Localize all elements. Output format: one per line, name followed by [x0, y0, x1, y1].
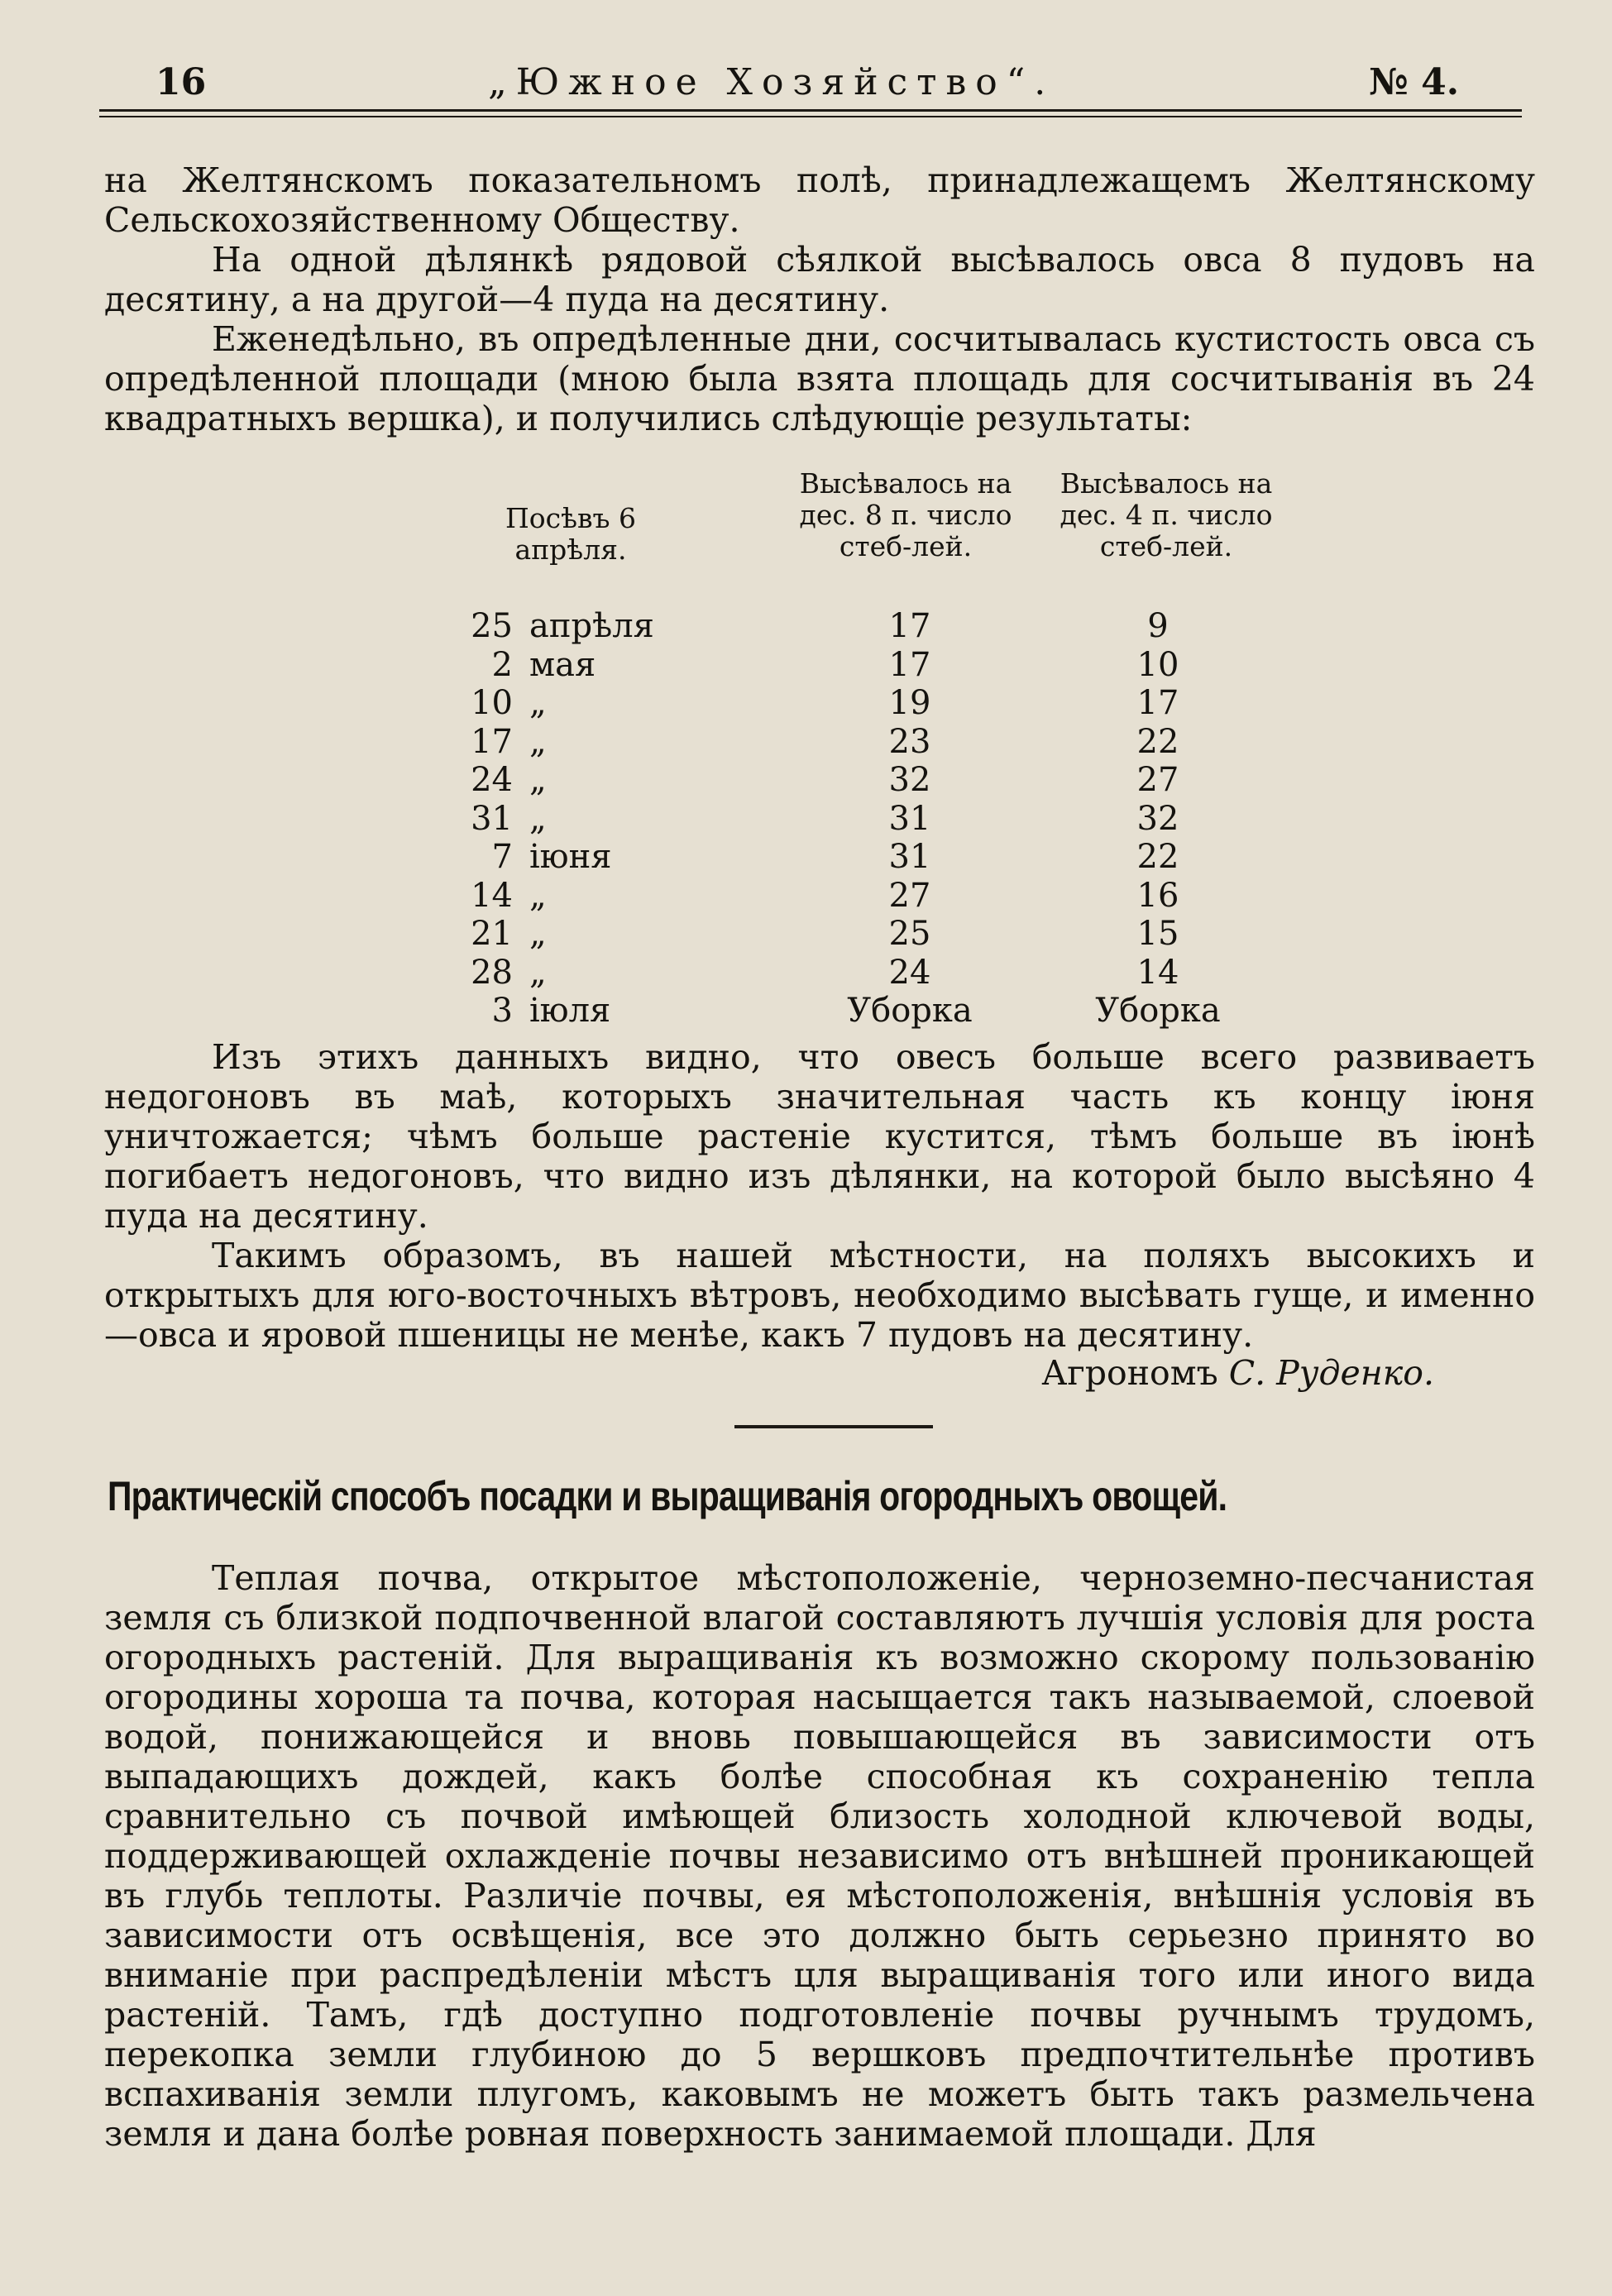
table-cell-day: 14 — [471, 876, 513, 915]
article-title: Практическій способъ посадки и выращиванія огородныхъ овощей. — [108, 1473, 1227, 1519]
table-row — [0, 992, 1612, 1030]
table-cell-4-pud: 14 — [1136, 953, 1179, 992]
table-cell-4-pud: 22 — [1136, 838, 1179, 876]
table-cell-8-pud: 27 — [888, 876, 931, 915]
table-cell-4-pud: 10 — [1136, 645, 1179, 684]
table-cell-month: „ — [529, 915, 547, 953]
table-row — [0, 915, 1612, 953]
table-row — [0, 607, 1612, 645]
table-cell-8-pud: 23 — [888, 722, 931, 761]
table-row — [0, 723, 1612, 761]
table-cell-4-pud: 27 — [1136, 761, 1179, 799]
table-cell-day: 25 — [471, 607, 513, 645]
table-cell-8-pud: 25 — [888, 915, 931, 953]
issue-number: № 4. — [1369, 61, 1460, 103]
table-cell-month: іюня — [529, 838, 612, 876]
table-cell-8-pud: 17 — [888, 607, 931, 645]
table-row — [0, 954, 1612, 992]
author-role: Агрономъ — [1041, 1353, 1218, 1393]
table-cell-8-pud: 31 — [888, 838, 931, 876]
table-cell-day: 10 — [471, 684, 513, 722]
table-cell-8-pud: Уборка — [847, 992, 973, 1030]
journal-title: „Южное Хозяйство“. — [488, 61, 1055, 103]
table-cell-4-pud: Уборка — [1095, 992, 1221, 1030]
table-cell-day: 28 — [471, 953, 513, 992]
table-cell-4-pud: 32 — [1136, 799, 1179, 838]
table-cell-month: мая — [529, 645, 596, 684]
table-row — [0, 838, 1612, 876]
table-cell-month: „ — [529, 953, 547, 992]
page-number: 16 — [155, 61, 207, 103]
author-name: С. Руденко. — [1228, 1353, 1434, 1393]
table-cell-day: 31 — [471, 799, 513, 838]
table-cell-month: „ — [529, 876, 547, 915]
table-cell-4-pud: 17 — [1136, 684, 1179, 722]
section-divider — [734, 1425, 933, 1428]
table-cell-day: 24 — [471, 761, 513, 799]
table-cell-month: „ — [529, 799, 547, 838]
table-cell-day: 2 — [491, 645, 513, 684]
table-cell-8-pud: 24 — [888, 953, 931, 992]
table-cell-month: „ — [529, 722, 547, 761]
table-row — [0, 877, 1612, 915]
table-cell-8-pud: 19 — [888, 684, 931, 722]
table-row — [0, 761, 1612, 799]
table-cell-month: „ — [529, 761, 547, 799]
table-cell-8-pud: 31 — [888, 799, 931, 838]
table-header-8-pud: Высѣвалось на дес. 8 п. число стеб-лей. — [799, 467, 1012, 562]
intro-text — [104, 160, 1535, 438]
article-text — [104, 1558, 1535, 2154]
intro-paragraph: На одной дѣлянкѣ рядовой сѣялкой высѣвалось овса 8 пудовъ на десятину, а на другой—4 пуда на десятину. — [104, 240, 1535, 319]
page-header — [99, 56, 1522, 114]
table-cell-month: апрѣля — [529, 607, 654, 645]
conclusion-paragraph: Изъ этихъ данныхъ видно, что овесъ больше всего развиваетъ недогоновъ въ маѣ, которыхъ значительная часть къ концу іюня уничтожается; чѣмъ больше растеніе кустится, тѣмъ больше въ іюнѣ погибаетъ недогоновъ, что видно изъ дѣлянки, на которой было высѣяно 4 пуда на десятину. — [104, 1037, 1535, 1236]
author-signature — [1041, 1353, 1434, 1393]
table-cell-day: 17 — [471, 722, 513, 761]
header-rule-bottom — [99, 116, 1522, 117]
conclusion-text — [104, 1037, 1535, 1355]
table-cell-day: 7 — [491, 838, 513, 876]
table-cell-4-pud: 9 — [1147, 607, 1169, 645]
table-cell-4-pud: 16 — [1136, 876, 1179, 915]
table-cell-8-pud: 17 — [888, 645, 931, 684]
table-header-sowing: Посѣвъ 6 апрѣля. — [505, 502, 637, 566]
table-cell-month: іюля — [529, 992, 611, 1030]
table-row — [0, 800, 1612, 838]
table-cell-day: 3 — [491, 992, 513, 1030]
conclusion-paragraph: Такимъ образомъ, въ нашей мѣстности, на поляхъ высокихъ и открытыхъ для юго-восточныхъ вѣтровъ, необходимо высѣвать гуще, и именно—овса и яровой пшеницы не менѣе, какъ 7 пудовъ на десятину. — [104, 1236, 1535, 1355]
intro-paragraph: Еженедѣльно, въ опредѣленные дни, сосчитывалась кустистость овса съ опредѣленной площади (мною была взята площадь для сосчитыванія въ 24 квадратныхъ вершка), и получились слѣдующіе результаты: — [104, 319, 1535, 438]
table-row — [0, 684, 1612, 722]
table-cell-day: 21 — [471, 915, 513, 953]
table-row — [0, 646, 1612, 684]
table-header-4-pud: Высѣвалось на дес. 4 п. число стеб-лей. — [1060, 467, 1273, 562]
table-cell-8-pud: 32 — [888, 761, 931, 799]
article-paragraph: Теплая почва, открытое мѣстоположеніе, черноземно-песчанистая земля съ близкой подпочвенной влагой составляютъ лучшія условія для роста огородныхъ растеній. Для выращиванія къ возможно скорому пользованію огородины хороша та почва, которая насыщается такъ называемой, слоевой водой, понижающейся и вновь повышающейся въ зависимости отъ выпадающихъ дождей, какъ болѣе способная къ сохраненію тепла сравнительно съ почвой имѣющей близость холодной ключевой воды, поддерживающей охлажденіе почвы независимо отъ внѣшней проникающей въ глубь теплоты. Различіе почвы, ея мѣстоположенія, внѣшнія условія въ зависимости отъ освѣщенія, все это должно быть серьезно принято во вниманіе при распредѣленіи мѣстъ цля выращиванія того или иного вида растеній. Тамъ, гдѣ доступно подготовленіе почвы ручнымъ трудомъ, перекопка земли глубиною до 5 вершковъ предпочтительнѣе противъ вспахиванія земли плугомъ, каковымъ не можетъ быть такъ размельчена земля и дана болѣе ровная поверхность занимаемой площади. Для — [104, 1558, 1535, 2154]
table-cell-4-pud: 15 — [1136, 915, 1179, 953]
table-cell-4-pud: 22 — [1136, 722, 1179, 761]
intro-paragraph: на Желтянскомъ показательномъ полѣ, принадлежащемъ Желтянскому Сельскохозяйственному Обществу. — [104, 160, 1535, 240]
header-rule-top — [99, 109, 1522, 112]
table-cell-month: „ — [529, 684, 547, 722]
